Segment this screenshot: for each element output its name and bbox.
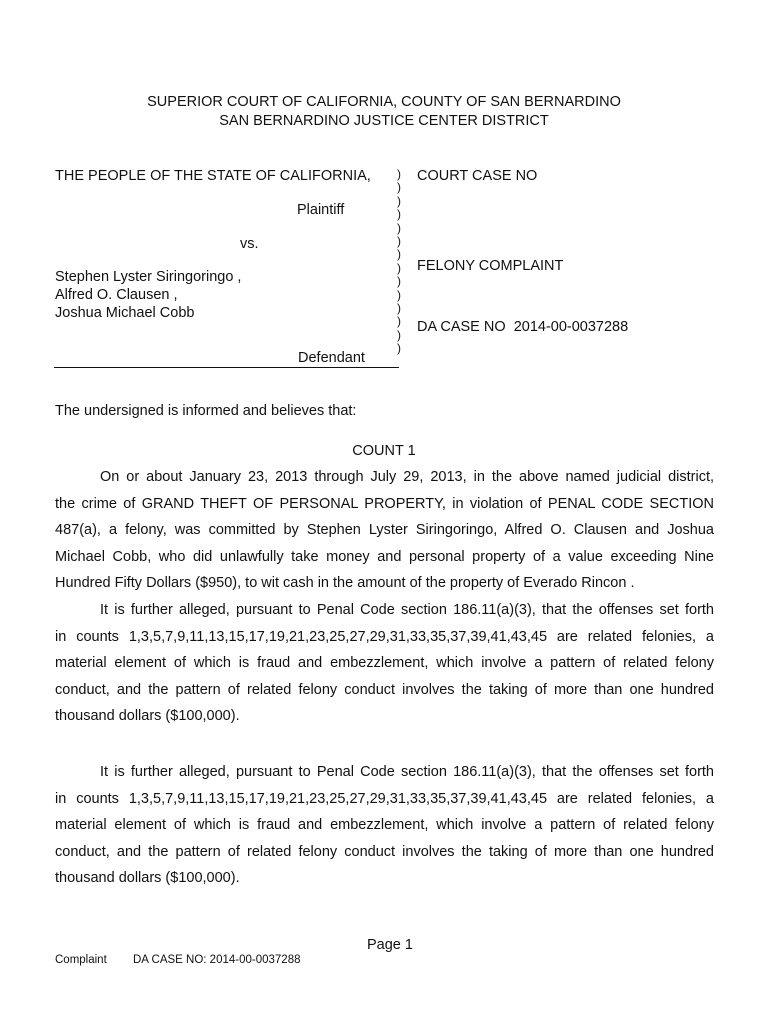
paragraph-line: It is further alleged, pursuant to Penal Code section 186.11(a)(3), that the offenses set forth: [100, 602, 714, 618]
paren-mark: ): [397, 207, 401, 222]
paragraph-line: Hundred Fifty Dollars ($950), to wit cash in the amount of the property of Everado Rincon .: [55, 575, 635, 592]
defendant-name: Stephen Lyster Siringoringo ,: [55, 269, 242, 285]
da-case-number: DA CASE NO 2014-00-0037288: [417, 319, 629, 335]
allegation-paragraph: [55, 759, 714, 892]
paragraph-line: conduct, and the pattern of related felony conduct involves the taking of more than one hundred: [55, 681, 714, 698]
paragraph-line: It is further alleged, pursuant to Penal Code section 186.11(a)(3), that the offenses set forth: [100, 764, 714, 780]
court-district-line: SAN BERNARDINO JUSTICE CENTER DISTRICT: [219, 113, 549, 129]
court-name-line: SUPERIOR COURT OF CALIFORNIA, COUNTY OF SAN BERNARDINO: [147, 94, 621, 110]
paragraph-line: the crime of GRAND THEFT OF PERSONAL PROPERTY, in violation of PENAL CODE SECTION: [55, 495, 714, 512]
paren-mark: ): [397, 314, 401, 329]
paren-mark: ): [397, 220, 401, 235]
paragraph-line: Michael Cobb, who did unlawfully take money and personal property of a value exceeding Nine: [55, 548, 714, 565]
paren-mark: ): [397, 193, 401, 208]
defendant-name: Joshua Michael Cobb: [55, 305, 195, 321]
paren-mark: ): [397, 327, 401, 342]
paragraph-line: material element of which is fraud and embezzlement, which involve a pattern of related felony: [55, 655, 714, 672]
court-case-number-label: COURT CASE NO: [417, 168, 538, 184]
footer-document-label: Complaint: [55, 954, 107, 966]
plaintiff-party: THE PEOPLE OF THE STATE OF CALIFORNIA,: [55, 168, 371, 184]
defendant-label: Defendant: [298, 350, 365, 366]
caption-underline: [54, 367, 399, 368]
count-1-paragraph: [55, 464, 714, 597]
paragraph-line: material element of which is fraud and embezzlement, which involve a pattern of related felony: [55, 817, 714, 834]
paren-mark: ): [397, 300, 401, 315]
paragraph-line: On or about January 23, 2013 through July 29, 2013, in the above named judicial district,: [100, 469, 714, 485]
plaintiff-label: Plaintiff: [297, 202, 345, 218]
paragraph-line: 487(a), a felony, was committed by Stephen Lyster Siringoringo, Alfred O. Clausen and Joshua: [55, 522, 714, 539]
paren-mark: ): [397, 247, 401, 262]
page-number: Page 1: [367, 937, 413, 953]
paren-mark: ): [397, 180, 401, 195]
paragraph-line: thousand dollars ($100,000).: [55, 708, 240, 725]
paren-mark: ): [397, 167, 401, 181]
paren-mark: ): [397, 341, 401, 356]
paragraph-line: conduct, and the pattern of related felony conduct involves the taking of more than one hundred: [55, 843, 714, 860]
paragraph-line: thousand dollars ($100,000).: [55, 870, 240, 887]
versus-label: vs.: [240, 236, 259, 252]
count-heading: COUNT 1: [352, 443, 416, 459]
document-type: FELONY COMPLAINT: [417, 258, 564, 274]
paren-mark: ): [397, 287, 401, 302]
paragraph-line: in counts 1,3,5,7,9,11,13,15,17,19,21,23,25,27,29,31,33,35,37,39,41,43,45 are related felonies, a: [55, 790, 714, 807]
caption-parenthesis-column: [397, 168, 405, 355]
intro-statement: The undersigned is informed and believes that:: [55, 403, 357, 419]
paren-mark: ): [397, 274, 401, 289]
paren-mark: ): [397, 233, 401, 248]
allegation-paragraph: [55, 597, 714, 730]
footer-da-case-number: DA CASE NO: 2014-00-0037288: [133, 954, 301, 966]
paragraph-line: in counts 1,3,5,7,9,11,13,15,17,19,21,23,25,27,29,31,33,35,37,39,41,43,45 are related felonies, a: [55, 628, 714, 645]
paren-mark: ): [397, 260, 401, 275]
defendant-name: Alfred O. Clausen ,: [55, 287, 178, 303]
